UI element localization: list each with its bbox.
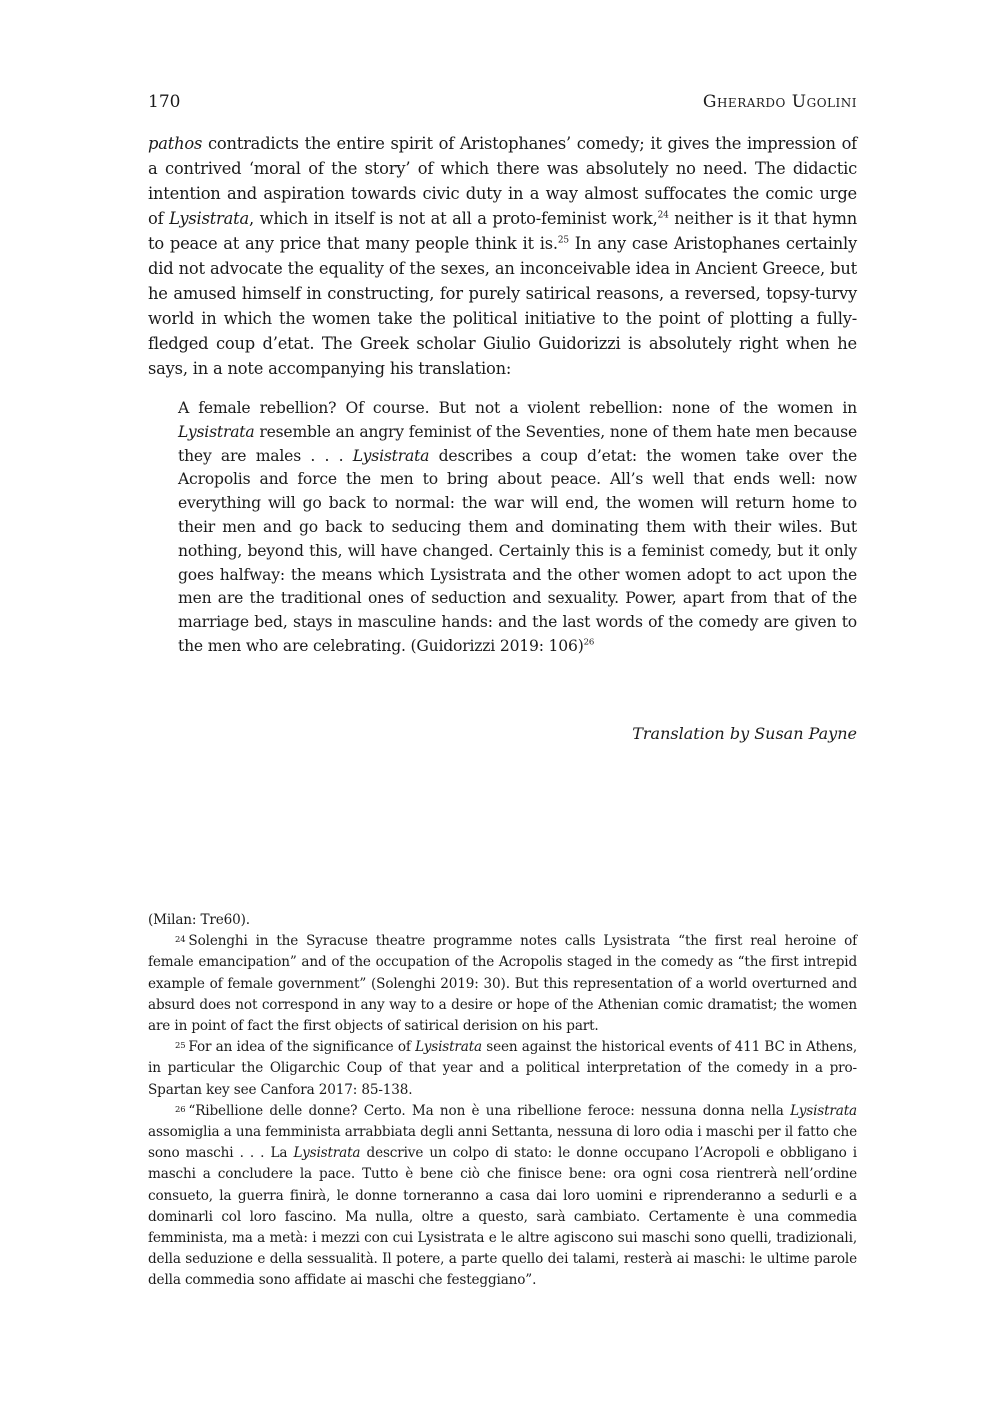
footnote-ref-25[interactable]: 25 <box>557 235 569 246</box>
work-title: Lysistrata <box>169 209 250 228</box>
translation-credit: Translation by Susan Payne <box>632 724 857 743</box>
page-number: 170 <box>148 92 181 112</box>
book-page <box>148 0 857 1418</box>
footnote-number: 24 <box>175 934 186 945</box>
footnote-number: 26 <box>175 1103 186 1114</box>
block-quote: A female rebellion? Of course. But not a violent rebellion: none of the women in Lysistrata resemble an angry feminist of the Seventies, none of them hate men because they are males . . . Lysistrata describes a coup d’etat: the women take over the Acropolis and force the men to bring about peace. All’s well that ends well: now everything will go back to normal: the war will end, the women will return home to their men and go back to seducing them and dominating them with their wiles. But nothing, beyond this, will have changed. Certainly this is a feminist comedy, but it only goes halfway: the means which Lysistrata and the other women adopt to act upon the men are the traditional ones of seduction and sexuality. Power, apart from that of the marriage bed, stays in masculine hands: and the last words of the comedy are given to the men who are celebrating. (Guidorizzi 2019: 106)$^{26}$ <box>178 399 857 655</box>
work-title: Lysistrata <box>293 1145 361 1162</box>
footnotes-section <box>148 910 857 1292</box>
footnote-carryover: (Milan: Tre60). <box>148 912 250 928</box>
work-title: Lysistrata <box>178 422 255 441</box>
footnote-24: $^{24}$ Solenghi in the Syracuse theatre programme notes calls Lysistrata “the first real heroine of female emancipation” and of the occupation of the Acropolis staged in the comedy as “the first intrepid example of female government” (Solenghi 2019: 30). But this representation of a world overturned and absurd does not correspond in any way to a desire or hope of the Athenian comic dramatist; the women are in point of fact the first objects of satirical derision on his part. <box>148 933 857 1035</box>
work-title: Lysistrata <box>790 1102 857 1119</box>
footnote-number: 25 <box>175 1040 186 1051</box>
footnote-ref-24[interactable]: 24 <box>657 210 669 221</box>
work-title: Lysistrata <box>415 1039 482 1056</box>
work-title: Lysistrata <box>352 446 430 465</box>
body-paragraph: pathos contradicts the entire spirit of Aristophanes’ comedy; it gives the impression of a contrived ‘moral of the story’ of which there was absolutely no need. The didactic intention and aspiration towards civic duty in a way almost suffocates the comic urge of Lysistrata, which in itself is not at all a proto-feminist work,$^{24}$ neither is it that hymn to peace at any price that many people think it is.$^{25}$ In any case Aristophanes certainly did not advocate the equality of the sexes, an inconceivable idea in Ancient Greece, but he amused himself in constructing, for purely satirical reasons, a reversed, topsy-turvy world in which the women take the political initiative to the point of plotting a fully-fledged coup d’etat. The Greek scholar Giulio Guidorizzi is absolutely right when he says, in a note accompanying his translation: <box>148 134 857 378</box>
italic-term: pathos <box>148 134 203 153</box>
footnote-25: $^{25}$ For an idea of the significance of Lysistrata seen against the historical events of 411 BC in Athens, in particular the Oligarchic Coup of that year and a political interpretation of the comedy in a pro-Spartan key see Canfora 2017: 85-138. <box>148 1039 857 1098</box>
footnote-26: $^{26}$ “Ribellione delle donne? Certo. Ma non è una ribellione feroce: nessuna donna nella Lysistrata assomiglia a una femminista arrabbiata degli anni Settanta, nessuna di loro odia i maschi per il fatto che sono maschi . . . La Lysistrata descrive un colpo di stato: le donne occupano l’Acropoli e obbligano i maschi a concludere la pace. Tutto è bene ciò che finisce bene: ora ogni cosa rientrerà nell’ordine consueto, la guerra finirà, le donne torneranno a casa dai loro uomini e riprenderanno a sedurli e a dominarli col loro fascino. Ma nulla, oltre a questo, sarà cambiato. Certamente è una commedia femminista, ma a metà: i mezzi con cui Lysistrata e le altre agiscono sui maschi sono quelli, tradizionali, della seduzione e della sessualità. Il potere, a parte quello dei talami, resterà ai maschi: le ultime parole della commedia sono affidate ai maschi che festeggiano”. <box>148 1102 857 1289</box>
author-running-header: Gherardo Ugolini <box>702 92 857 112</box>
footnote-ref-26[interactable]: 26 <box>583 637 595 648</box>
running-head <box>148 92 857 116</box>
